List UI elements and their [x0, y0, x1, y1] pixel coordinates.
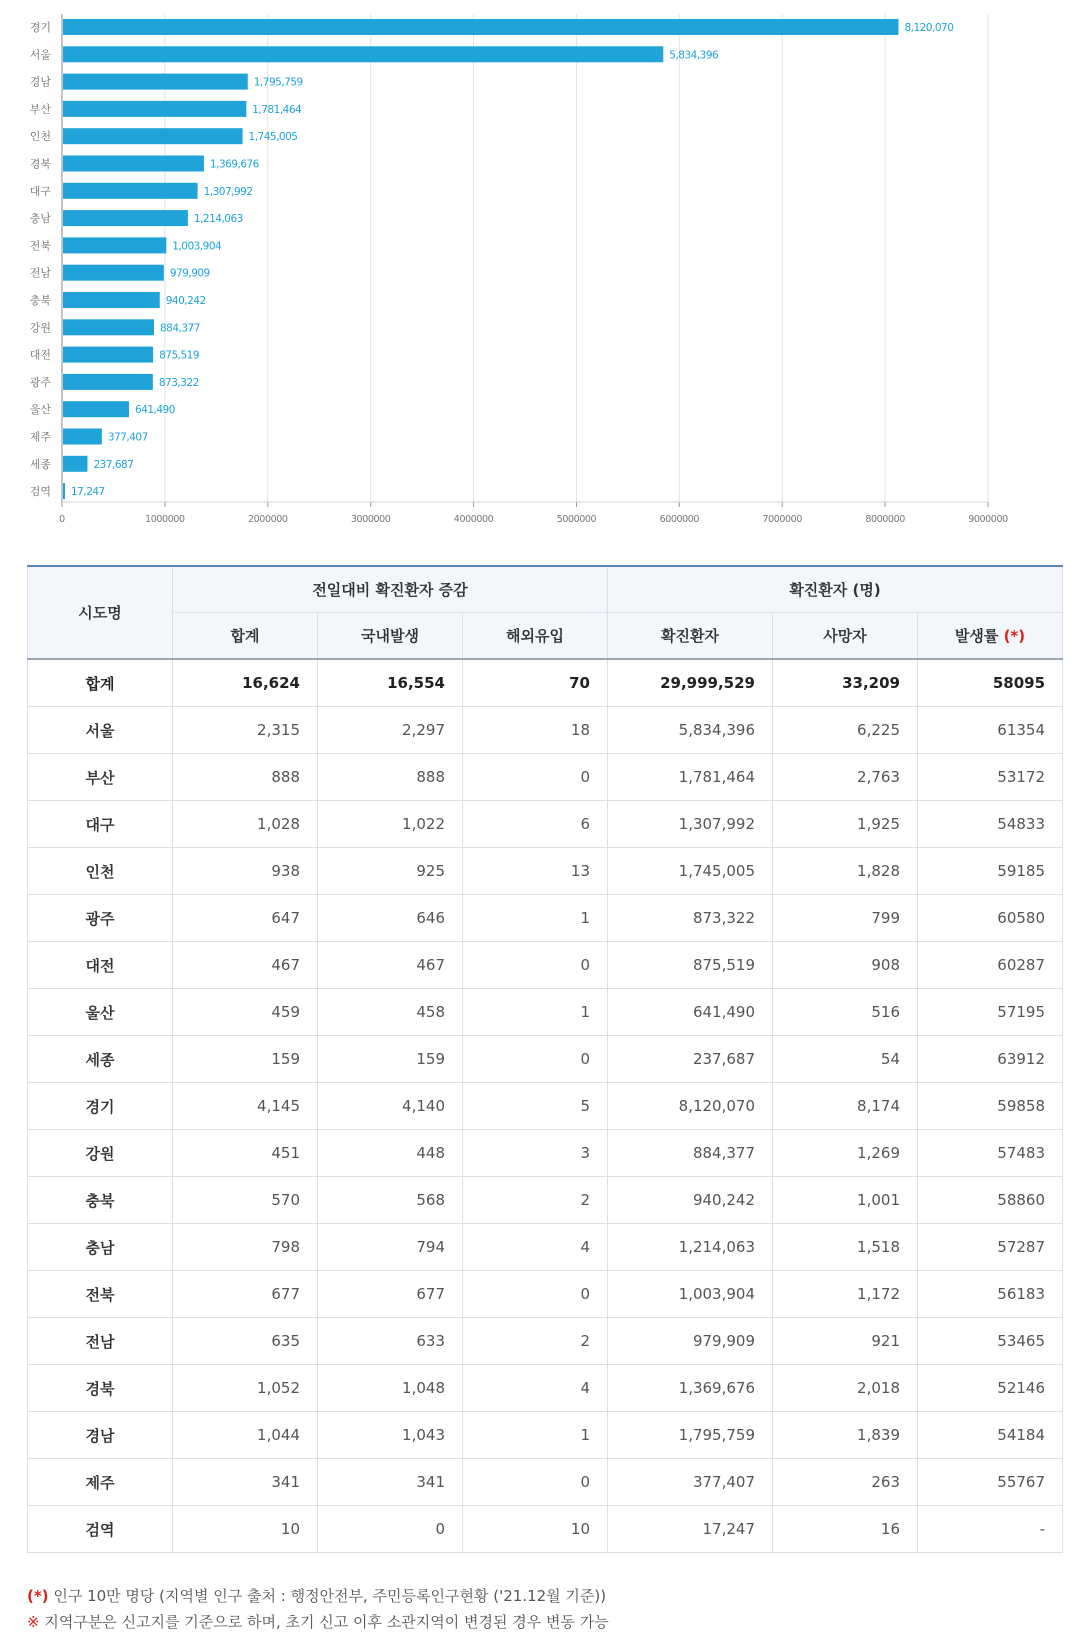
cell-domestic: 4,140 [318, 1083, 463, 1130]
cell-deaths: 1,839 [773, 1412, 918, 1459]
bar [63, 265, 164, 281]
bar [63, 456, 87, 472]
cell-confirmed: 979,909 [608, 1318, 773, 1365]
cell-total: 451 [173, 1130, 318, 1177]
category-label: 인천 [29, 130, 51, 144]
x-tick-label: 9000000 [968, 514, 1008, 525]
cell-incidence: 57195 [918, 989, 1063, 1036]
category-label: 대구 [29, 184, 51, 198]
cell-confirmed: 1,745,005 [608, 848, 773, 895]
value-label: 1,214,063 [193, 213, 243, 226]
category-label: 강원 [29, 321, 51, 335]
header-total: 합계 [173, 613, 318, 660]
cell-domestic: 646 [318, 895, 463, 942]
cell-total: 16,624 [173, 659, 318, 707]
value-label: 979,909 [169, 267, 210, 280]
header-confirmed: 확진환자 (명) [608, 566, 1063, 613]
table-row [28, 1365, 1063, 1412]
cell-confirmed: 1,781,464 [608, 754, 773, 801]
table-row [28, 1318, 1063, 1365]
table-row [28, 801, 1063, 848]
table-row [28, 707, 1063, 754]
cell-deaths: 1,828 [773, 848, 918, 895]
category-label: 충남 [29, 212, 51, 226]
cell-domestic: 0 [318, 1506, 463, 1553]
cell-incidence: 54184 [918, 1412, 1063, 1459]
cell-confirmed: 1,214,063 [608, 1224, 773, 1271]
cell-total: 1,028 [173, 801, 318, 848]
x-tick-label: 3000000 [350, 514, 391, 525]
row-region: 세종 [28, 1036, 173, 1083]
cell-overseas: 1 [463, 1412, 608, 1459]
cell-overseas: 0 [463, 1271, 608, 1318]
value-label: 5,834,396 [669, 49, 719, 62]
cell-overseas: 4 [463, 1224, 608, 1271]
row-region: 전남 [28, 1318, 173, 1365]
table-row [28, 895, 1063, 942]
x-tick-label: 6000000 [659, 514, 700, 525]
cell-incidence: 57483 [918, 1130, 1063, 1177]
bar [63, 210, 188, 226]
header-region: 시도명 [28, 566, 173, 659]
table-row [28, 1224, 1063, 1271]
row-region: 대전 [28, 942, 173, 989]
row-region: 경북 [28, 1365, 173, 1412]
cell-deaths: 54 [773, 1036, 918, 1083]
category-label: 충북 [29, 294, 51, 307]
cell-deaths: 908 [773, 942, 918, 989]
category-label: 울산 [29, 403, 51, 417]
cell-total: 159 [173, 1036, 318, 1083]
cell-incidence: 59185 [918, 848, 1063, 895]
cell-overseas: 10 [463, 1506, 608, 1553]
value-label: 8,120,070 [904, 22, 954, 34]
cell-domestic: 341 [318, 1459, 463, 1506]
footnote-incidence [27, 1583, 609, 1609]
cell-domestic: 159 [318, 1036, 463, 1083]
value-label: 377,407 [107, 431, 148, 444]
header-incidence-asterisk: (*) [1003, 627, 1026, 645]
cell-deaths: 33,209 [773, 659, 918, 707]
cell-total: 1,052 [173, 1365, 318, 1412]
cell-overseas: 0 [463, 1459, 608, 1506]
cell-overseas: 3 [463, 1130, 608, 1177]
cell-total: 341 [173, 1459, 318, 1506]
cell-incidence: 58860 [918, 1177, 1063, 1224]
table-row [28, 1130, 1063, 1177]
cell-domestic: 568 [318, 1177, 463, 1224]
cell-total: 2,315 [173, 707, 318, 754]
cell-total: 635 [173, 1318, 318, 1365]
table-row [28, 1271, 1063, 1318]
cell-deaths: 799 [773, 895, 918, 942]
value-label: 1,795,759 [253, 76, 303, 89]
cell-confirmed: 940,242 [608, 1177, 773, 1224]
bar [63, 347, 153, 363]
value-label: 875,519 [159, 349, 200, 362]
cell-incidence: 53172 [918, 754, 1063, 801]
x-tick-label: 8000000 [865, 514, 905, 525]
bar [63, 401, 129, 417]
category-label: 경남 [29, 75, 51, 89]
cell-confirmed: 1,795,759 [608, 1412, 773, 1459]
cell-overseas: 0 [463, 1036, 608, 1083]
cell-overseas: 0 [463, 754, 608, 801]
cell-incidence: 55767 [918, 1459, 1063, 1506]
cell-overseas: 1 [463, 989, 608, 1036]
row-region: 충북 [28, 1177, 173, 1224]
row-region: 충남 [28, 1224, 173, 1271]
cell-confirmed: 8,120,070 [608, 1083, 773, 1130]
table-row [28, 1036, 1063, 1083]
table-row [28, 1506, 1063, 1553]
cell-overseas: 5 [463, 1083, 608, 1130]
cell-domestic: 448 [318, 1130, 463, 1177]
category-label: 제주 [29, 430, 51, 444]
value-label: 1,781,464 [252, 103, 302, 116]
cell-overseas: 70 [463, 659, 608, 707]
cell-deaths: 263 [773, 1459, 918, 1506]
table-row [28, 1459, 1063, 1506]
bar-chart [0, 0, 1080, 540]
cell-total: 798 [173, 1224, 318, 1271]
bar [63, 46, 663, 62]
x-tick-label: 2000000 [248, 514, 288, 525]
cell-deaths: 2,018 [773, 1365, 918, 1412]
cell-confirmed: 17,247 [608, 1506, 773, 1553]
cell-deaths: 1,925 [773, 801, 918, 848]
value-label: 1,003,904 [172, 240, 222, 253]
cell-domestic: 794 [318, 1224, 463, 1271]
cell-incidence: 63912 [918, 1036, 1063, 1083]
table-row [28, 1177, 1063, 1224]
cell-deaths: 2,763 [773, 754, 918, 801]
category-label: 부산 [29, 102, 51, 116]
bar [63, 128, 243, 144]
row-region: 부산 [28, 754, 173, 801]
cell-deaths: 1,269 [773, 1130, 918, 1177]
category-label: 검역 [29, 485, 51, 499]
footnote-mark: ※ [27, 1613, 40, 1631]
cell-incidence: 54833 [918, 801, 1063, 848]
cell-total: 570 [173, 1177, 318, 1224]
cell-confirmed: 1,369,676 [608, 1365, 773, 1412]
cell-deaths: 6,225 [773, 707, 918, 754]
cell-incidence: 60287 [918, 942, 1063, 989]
cell-confirmed: 29,999,529 [608, 659, 773, 707]
header-domestic: 국내발생 [318, 613, 463, 660]
table-row [28, 989, 1063, 1036]
cell-confirmed: 873,322 [608, 895, 773, 942]
bar [63, 74, 248, 90]
cell-incidence: 57287 [918, 1224, 1063, 1271]
row-region: 인천 [28, 848, 173, 895]
table-row [28, 1083, 1063, 1130]
cell-total: 467 [173, 942, 318, 989]
value-label: 1,745,005 [248, 131, 298, 144]
value-label: 237,687 [93, 458, 134, 471]
row-region: 검역 [28, 1506, 173, 1553]
table-row [28, 942, 1063, 989]
table-row [28, 848, 1063, 895]
footnote-asterisk: (*) [27, 1587, 49, 1605]
cell-confirmed: 641,490 [608, 989, 773, 1036]
cell-incidence: 59858 [918, 1083, 1063, 1130]
value-label: 17,247 [71, 486, 105, 499]
category-label: 전북 [29, 239, 51, 253]
cell-total: 647 [173, 895, 318, 942]
bar [63, 483, 65, 499]
cell-incidence: 52146 [918, 1365, 1063, 1412]
cell-confirmed: 1,003,904 [608, 1271, 773, 1318]
category-label: 광주 [29, 375, 51, 389]
footnote-region-text: 지역구분은 신고지를 기준으로 하며, 초기 신고 이후 소관지역이 변경된 경우 변동 가능 [39, 1613, 609, 1631]
confirmed-cases-table-container [27, 565, 1057, 1553]
bar [63, 237, 166, 253]
cell-domestic: 677 [318, 1271, 463, 1318]
header-incidence-label: 발생률 [954, 627, 999, 645]
cell-total: 938 [173, 848, 318, 895]
category-label: 대전 [29, 348, 51, 362]
cell-overseas: 1 [463, 895, 608, 942]
cell-deaths: 516 [773, 989, 918, 1036]
value-label: 1,307,992 [203, 185, 253, 198]
row-region: 대구 [28, 801, 173, 848]
bar [63, 374, 153, 390]
cell-domestic: 633 [318, 1318, 463, 1365]
value-label: 1,369,676 [209, 158, 259, 171]
x-tick-label: 4000000 [453, 514, 494, 525]
cell-deaths: 921 [773, 1318, 918, 1365]
header-overseas: 해외유입 [463, 613, 608, 660]
header-confirmed-count: 확진환자 [608, 613, 773, 660]
confirmed-cases-table [27, 565, 1063, 1553]
footnote-incidence-text: 인구 10만 명당 (지역별 인구 출처 : 행정안전부, 주민등록인구현황 ('21.12월 기준)) [48, 1587, 607, 1605]
value-label: 641,490 [135, 404, 175, 417]
cell-deaths: 8,174 [773, 1083, 918, 1130]
cell-confirmed: 875,519 [608, 942, 773, 989]
cell-domestic: 888 [318, 754, 463, 801]
row-region: 합계 [28, 659, 173, 707]
row-region: 경남 [28, 1412, 173, 1459]
row-region: 전북 [28, 1271, 173, 1318]
footnotes [27, 1583, 609, 1635]
table-row-total [28, 659, 1063, 707]
cell-incidence: 53465 [918, 1318, 1063, 1365]
cell-overseas: 13 [463, 848, 608, 895]
cell-total: 677 [173, 1271, 318, 1318]
cell-domestic: 1,048 [318, 1365, 463, 1412]
cell-domestic: 16,554 [318, 659, 463, 707]
category-label: 전남 [29, 266, 51, 280]
cell-deaths: 1,001 [773, 1177, 918, 1224]
cell-incidence: 60580 [918, 895, 1063, 942]
table-row [28, 754, 1063, 801]
cell-incidence: 61354 [918, 707, 1063, 754]
x-tick-label: 1000000 [145, 514, 185, 525]
cell-total: 10 [173, 1506, 318, 1553]
cell-incidence: - [918, 1506, 1063, 1553]
x-tick-label: 0 [59, 514, 65, 525]
cell-deaths: 1,518 [773, 1224, 918, 1271]
row-region: 경기 [28, 1083, 173, 1130]
cell-deaths: 16 [773, 1506, 918, 1553]
cell-total: 888 [173, 754, 318, 801]
bar [63, 292, 160, 308]
category-label: 경북 [29, 157, 51, 171]
value-label: 884,377 [159, 322, 200, 335]
cell-confirmed: 237,687 [608, 1036, 773, 1083]
header-incidence [918, 613, 1063, 660]
cell-deaths: 1,172 [773, 1271, 918, 1318]
cell-domestic: 1,022 [318, 801, 463, 848]
category-label: 서울 [29, 48, 51, 62]
row-region: 광주 [28, 895, 173, 942]
value-label: 873,322 [158, 376, 199, 389]
cell-overseas: 2 [463, 1318, 608, 1365]
cell-overseas: 4 [463, 1365, 608, 1412]
row-region: 강원 [28, 1130, 173, 1177]
value-label: 940,242 [165, 295, 206, 307]
footnote-region [27, 1609, 609, 1635]
bar [63, 183, 198, 199]
cell-overseas: 6 [463, 801, 608, 848]
cell-total: 459 [173, 989, 318, 1036]
bar [63, 19, 898, 35]
bar [63, 319, 154, 335]
cell-overseas: 18 [463, 707, 608, 754]
bar [63, 156, 204, 172]
cell-overseas: 0 [463, 942, 608, 989]
category-label: 경기 [29, 21, 51, 34]
cell-confirmed: 5,834,396 [608, 707, 773, 754]
header-deaths: 사망자 [773, 613, 918, 660]
x-tick-label: 7000000 [762, 514, 802, 525]
cell-domestic: 2,297 [318, 707, 463, 754]
cell-incidence: 56183 [918, 1271, 1063, 1318]
cell-domestic: 458 [318, 989, 463, 1036]
cell-domestic: 467 [318, 942, 463, 989]
cell-domestic: 1,043 [318, 1412, 463, 1459]
bar [63, 429, 102, 445]
cell-overseas: 2 [463, 1177, 608, 1224]
cell-confirmed: 377,407 [608, 1459, 773, 1506]
bar [63, 101, 246, 117]
cell-total: 1,044 [173, 1412, 318, 1459]
cell-domestic: 925 [318, 848, 463, 895]
cell-incidence: 58095 [918, 659, 1063, 707]
row-region: 서울 [28, 707, 173, 754]
cell-confirmed: 884,377 [608, 1130, 773, 1177]
cell-total: 4,145 [173, 1083, 318, 1130]
row-region: 울산 [28, 989, 173, 1036]
table-row [28, 1412, 1063, 1459]
header-daily-change: 전일대비 확진환자 증감 [173, 566, 608, 613]
x-tick-label: 5000000 [556, 514, 597, 525]
row-region: 제주 [28, 1459, 173, 1506]
cell-confirmed: 1,307,992 [608, 801, 773, 848]
category-label: 세종 [29, 457, 51, 471]
